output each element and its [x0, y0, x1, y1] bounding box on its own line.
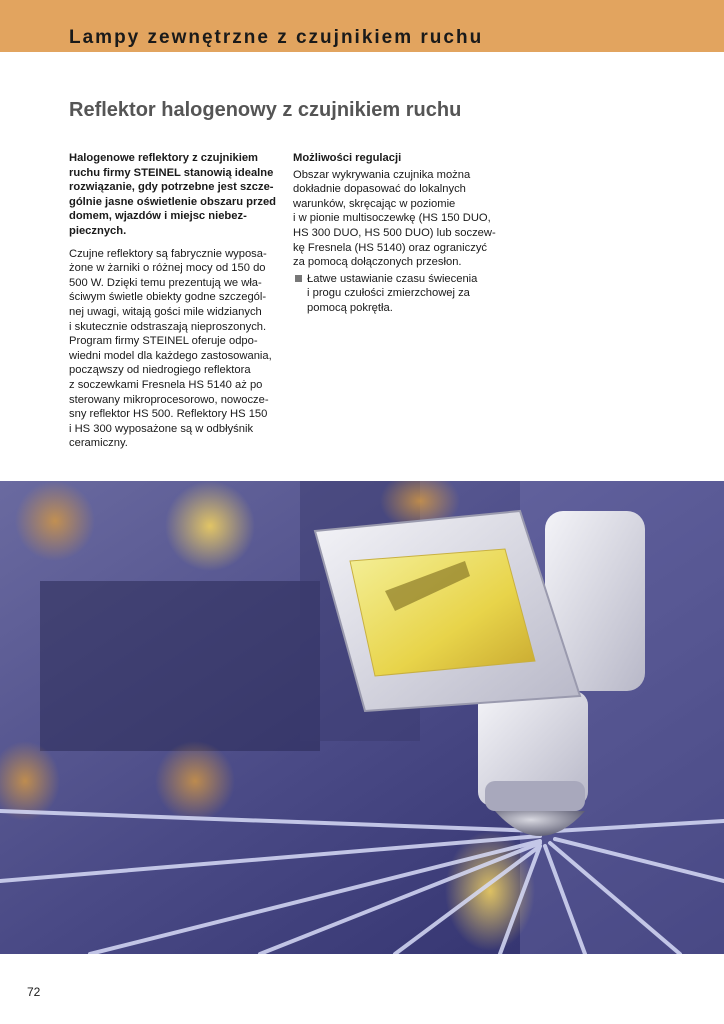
bullet-item — [293, 272, 503, 316]
left-column — [69, 151, 279, 451]
header-title: Lampy zewnętrzne z czujnikiem ruchu — [69, 27, 484, 48]
bullet-square-icon — [295, 275, 302, 282]
bullet-text: Łatwe ustawianie czasu świecenia i progu czułości zmierzchowej za pomocą pokrętła. — [307, 272, 478, 314]
section-title: Reflektor halogenowy z czujnikiem ruchu — [69, 99, 462, 121]
right-column — [293, 151, 503, 316]
body-paragraph: Czujne reflektory są fabrycznie wyposa- żone w żarniki o różnej mocy od 150 do 500 W. Dzięki temu prezentują we wła- ściwym świetle obiekty godne szczegól- nej uwagi, witają gości mile widzianych i skutecznie odstraszają nieproszonych. Program firmy STEINEL oferuje odpo- wiedni model dla każdego zastosowania, począwszy od niedrogiego reflektora z soczewkami Fresnela HS 5140 aż po sterowany mikroprocesorowo, nowocze- sny reflektor HS 500. Reflektory HS 150 i HS 300 wyposażone są w odbłyśnik ceramiczny. — [69, 247, 272, 450]
floodlight-illustration — [0, 481, 724, 954]
header-band — [0, 0, 724, 52]
adjustment-subtitle: Możliwości regulacji — [293, 152, 402, 164]
adjustment-paragraph: Obszar wykrywania czujnika można dokładnie dopasować do lokalnych warunków, skręcając w poziomie i w pionie multisoczewkę (HS 150 DUO, HS 300 DUO, HS 500 DUO) lub soczew- kę Fresnela (HS 5140) oraz ograniczyć za pomocą dołączonych przesłon. — [293, 168, 496, 269]
floodlight-photo — [0, 481, 724, 954]
lead-paragraph: Halogenowe reflektory z czujnikiem ruchu firmy STEINEL stanowią idealne rozwiązanie, gdy potrzebne jest szcze- gólnie jasne oświetlenie obszaru przed domem, wjazdów i miejsc niebez- piecznych. — [69, 152, 277, 237]
page-number: 72 — [27, 985, 41, 999]
